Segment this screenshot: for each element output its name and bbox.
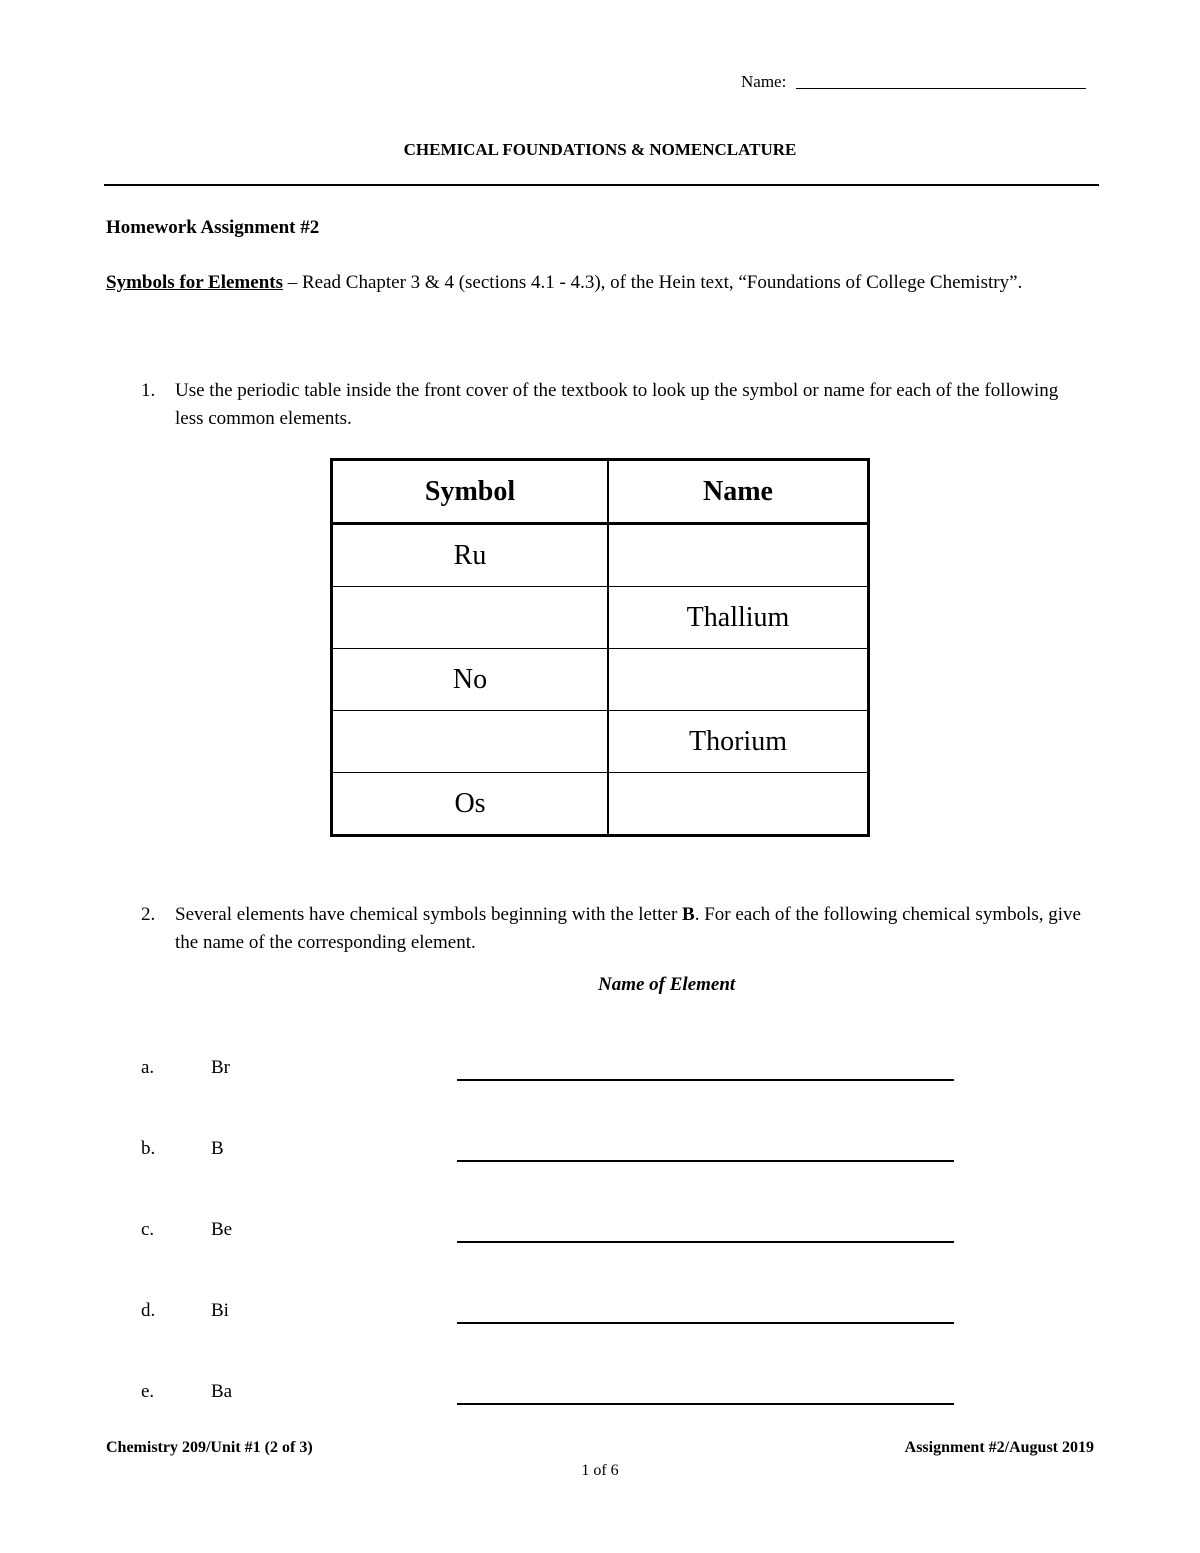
item-label: c. (141, 1219, 155, 1240)
symbol-cell: Ru (332, 524, 609, 587)
intro-text: – Read Chapter 3 & 4 (sections 4.1 - 4.3), of the Hein text, “Foundations of College Chemistry”. (282, 272, 1023, 293)
item-symbol: Br (211, 1057, 230, 1078)
symbol-cell[interactable] (332, 587, 609, 649)
table-row (332, 587, 869, 649)
column-header-symbol: Symbol (332, 460, 609, 524)
item-label: b. (141, 1138, 156, 1159)
intro-paragraph (106, 269, 1096, 297)
column-header-name: Name (608, 460, 869, 524)
list-item (141, 1138, 961, 1168)
name-cell: Thallium (608, 587, 869, 649)
answer-line[interactable] (457, 1403, 954, 1405)
table-header-row (332, 460, 869, 524)
footer-assignment: Assignment #2/August 2019 (904, 1439, 1094, 1456)
item-symbol: Be (211, 1219, 233, 1240)
question-1 (141, 377, 1101, 437)
item-symbol: B (211, 1138, 224, 1159)
title-divider (104, 184, 1099, 186)
list-item (141, 1057, 961, 1087)
question-text: Use the periodic table inside the front cover of the textbook to look up the symbol or name for each of the following less common elements. (175, 380, 1059, 429)
answer-line[interactable] (457, 1079, 954, 1081)
question-letter: B (682, 904, 695, 925)
question-text-part: . For each of the following chemical symbols, give the name of the corresponding element. (175, 904, 1081, 953)
answer-line[interactable] (457, 1322, 954, 1324)
symbol-cell[interactable] (332, 711, 609, 773)
name-cell[interactable] (608, 649, 869, 711)
name-blank[interactable] (796, 72, 1086, 89)
assignment-heading: Homework Assignment #2 (106, 217, 320, 238)
document-title: CHEMICAL FOUNDATIONS & NOMENCLATURE (403, 140, 797, 159)
symbol-cell: Os (332, 773, 609, 836)
item-label: e. (141, 1381, 155, 1402)
symbol-cell: No (332, 649, 609, 711)
element-table (330, 458, 870, 837)
table-row (332, 711, 869, 773)
table-row (332, 773, 869, 836)
name-field (741, 72, 1086, 92)
page-number: 1 of 6 (581, 1462, 619, 1479)
table-row (332, 524, 869, 587)
answer-line[interactable] (457, 1241, 954, 1243)
question-number: 2. (141, 904, 156, 925)
table-row (332, 649, 869, 711)
item-label: a. (141, 1057, 155, 1078)
name-cell[interactable] (608, 524, 869, 587)
list-item (141, 1381, 961, 1411)
name-label: Name: (741, 72, 787, 91)
name-cell[interactable] (608, 773, 869, 836)
item-label: d. (141, 1300, 156, 1321)
answer-line[interactable] (457, 1160, 954, 1162)
question-number: 1. (141, 380, 156, 401)
name-cell: Thorium (608, 711, 869, 773)
list-item (141, 1219, 961, 1249)
item-symbol: Bi (211, 1300, 229, 1321)
question-text-part: Several elements have chemical symbols beginning with the letter (175, 904, 683, 925)
question-2 (141, 901, 1101, 961)
question-text (175, 901, 1085, 957)
intro-topic: Symbols for Elements (106, 272, 283, 293)
name-of-element-heading: Name of Element (598, 974, 736, 995)
list-item (141, 1300, 961, 1330)
footer-course: Chemistry 209/Unit #1 (2 of 3) (106, 1439, 313, 1456)
item-symbol: Ba (211, 1381, 233, 1402)
